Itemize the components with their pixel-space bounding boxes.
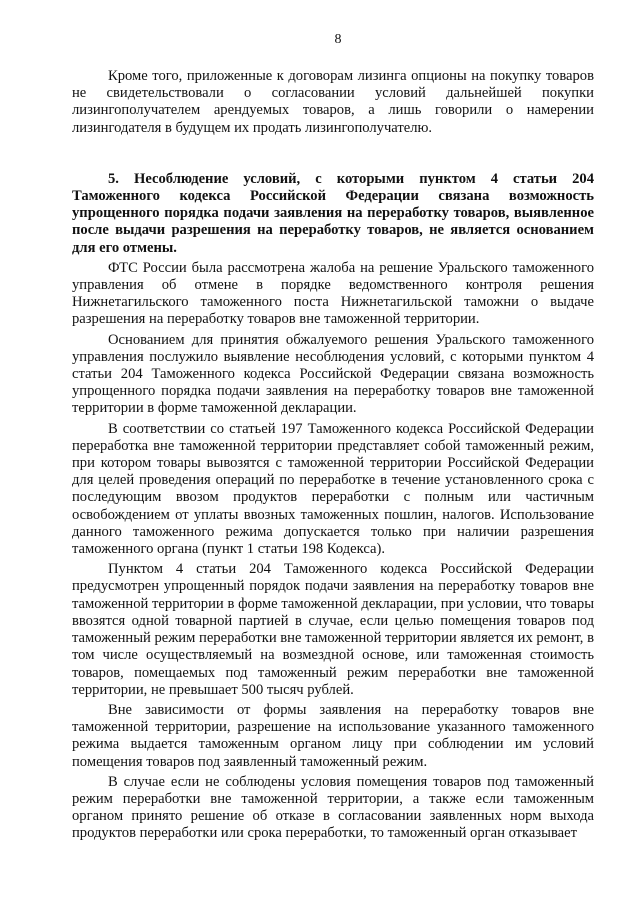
paragraph-article-204: Пунктом 4 статьи 204 Таможенного кодекса Российской Федерации предусмотрен упрощенный порядок подачи заявления на переработку товаров вне таможенной территории в форме таможенной декларации, при условии, что товары ввозятся одной товарной партией в случае, если целью помещения товаров под таможенный режим переработки вне таможенной территории является их ремонт, в том числе осуществляемый на возмездной основе, или таможенная стоимость товаров, помещаемых под таможенный режим переработки вне таможенной территории, не превышает 500 тысяч рублей. <box>72 561 594 698</box>
paragraph-leasing-options: Кроме того, приложенные к договорам лизинга опционы на покупку товаров не свидетельствовали о согласовании условий дальнейшей покупки лизингополучателем арендуемых товаров, а лишь говорили о намерении лизингодателя в будущем их продать лизингополучателю. <box>72 68 594 136</box>
paragraph-grounds: Основанием для принятия обжалуемого решения Уральского таможенного управления послужило выявление несоблюдения условий, с которыми пунктом 4 статьи 204 Таможенного кодекса Российской Федерации связана возможность упрощенного порядка подачи заявления на переработку товаров вне таможенной территории в форме таможенной декларации. <box>72 331 594 417</box>
section-heading-5: 5. Несоблюдение условий, с которыми пунктом 4 статьи 204 Таможенного кодекса Российской Федерации связана возможность упрощенного порядка подачи заявления на переработку товаров, выявленное после выдачи разрешения на переработку товаров, не является основанием для его отмены. <box>72 170 594 256</box>
paragraph-article-197: В соответствии со статьей 197 Таможенного кодекса Российской Федерации переработка вне таможенной территории представляет собой таможенный режим, при котором товары вывозятся с таможенной территории Российской Федерации для целей проведения операций по переработке в течение установленного срока с последующим ввозом продуктов переработки с полным или частичным освобождением от уплаты ввозных таможенных пошлин, налогов. Использование данного таможенного режима допускается только при наличии разрешения таможенного органа (пункт 1 статьи 198 Кодекса). <box>72 420 594 558</box>
paragraph-fts-complaint: ФТС России была рассмотрена жалоба на решение Уральского таможенного управления об отмене в порядке ведомственного контроля решения Нижнетагильского таможенного поста Нижнетагильской таможни о выдаче разрешения на переработку товаров вне таможенной территории. <box>72 259 594 328</box>
document-page <box>72 30 594 843</box>
paragraph-refusal: В случае если не соблюдены условия помещения товаров под таможенный режим переработки вне таможенной территории, а также если таможенным органом принято решение об отказе в согласовании заявленных норм выхода продуктов переработки или срока переработки, то таможенный орган отказывает <box>72 773 594 842</box>
page-number: 8 <box>334 32 342 47</box>
paragraph-permit-issuance: Вне зависимости от формы заявления на переработку товаров вне таможенной территории, разрешение на использование указанного таможенного режима выдается таможенным органом лицу при соблюдении им условий помещения товаров под заявленный таможенный режим. <box>72 701 594 770</box>
